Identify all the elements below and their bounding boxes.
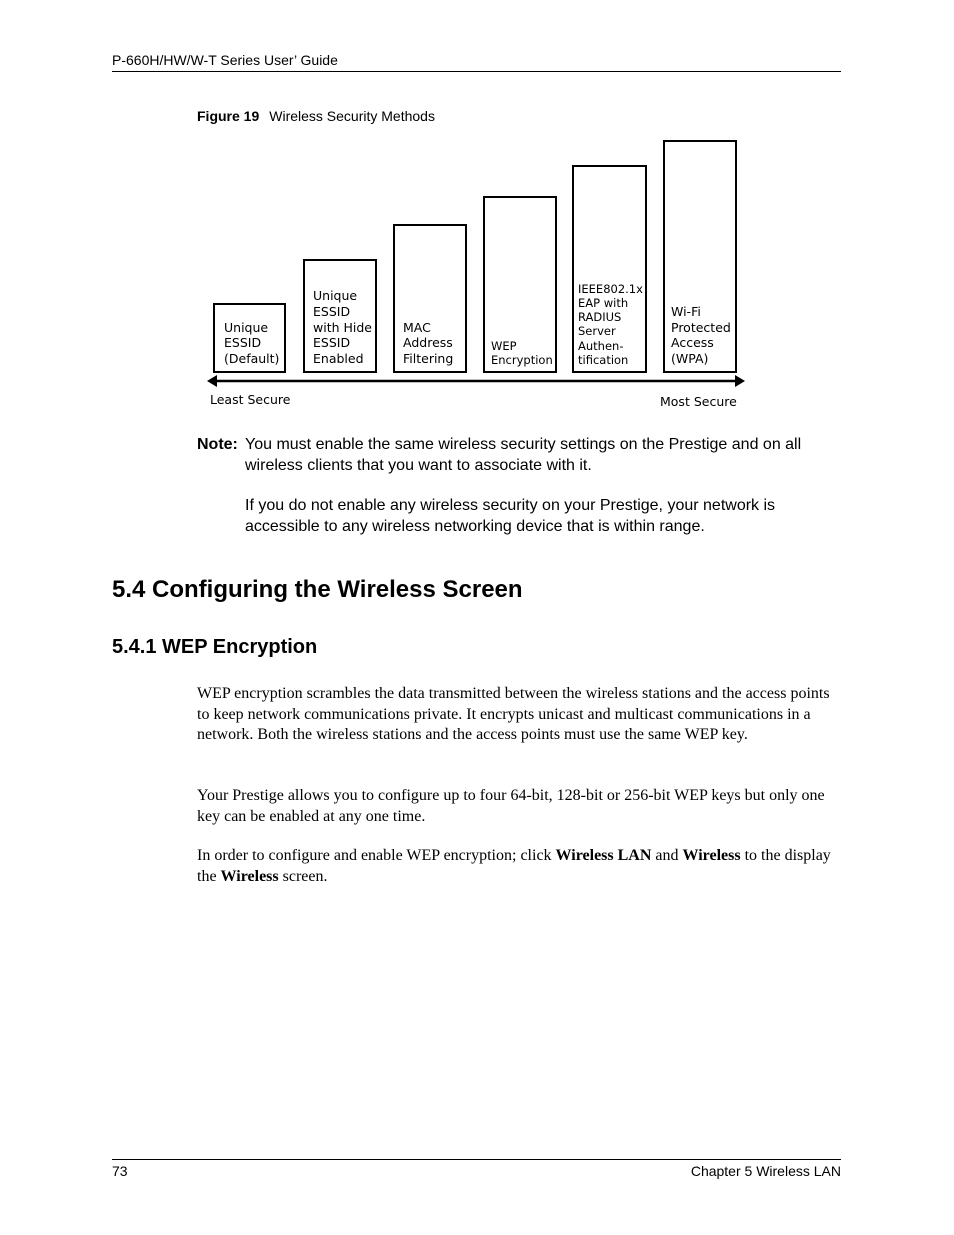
chapter-title: Chapter 5 Wireless LAN <box>690 1163 841 1179</box>
method-label: Unique ESSID (Default) <box>224 319 280 367</box>
running-header: P-660H/HW/W-T Series User’ Guide <box>112 52 338 68</box>
method-box-mac-filtering <box>393 224 467 373</box>
paragraph-3-text: and <box>651 847 683 864</box>
paragraph-2: Your Prestige allows you to configure up to four 64-bit, 128-bit or 256-bit WEP keys but only one key can be enabled at any one time. <box>197 787 825 825</box>
method-box-wpa <box>663 140 737 373</box>
wireless-screen-term: Wireless <box>220 867 279 885</box>
method-box-hidden-essid <box>303 259 377 373</box>
note-block <box>197 435 847 474</box>
wireless-term: Wireless <box>682 847 741 864</box>
figure-caption <box>197 108 435 124</box>
figure-title: Wireless Security Methods <box>269 108 435 124</box>
header-rule <box>112 71 841 72</box>
method-box-wep <box>483 196 557 373</box>
method-box-unique-essid <box>213 303 286 373</box>
note-text: You must enable the same wireless security settings on the Prestige and on all wireless clients that you want to associate with it. <box>245 436 802 474</box>
paragraph-3-text: screen. <box>278 867 328 885</box>
note-label: Note: <box>197 436 238 453</box>
method-label: Unique ESSID with Hide ESSID Enabled <box>313 288 372 367</box>
paragraph-1: WEP encryption scrambles the data transmitted between the wireless stations and the access points to keep network communications private. It encrypts unicast and multicast communications in a network. Both the wireless stations and the access points must use the same WEP key. <box>197 685 830 743</box>
method-box-8021x <box>572 165 647 373</box>
most-secure-label: Most Secure <box>660 394 737 409</box>
security-methods-diagram <box>205 135 750 415</box>
section-heading: 5.4 Configuring the Wireless Screen <box>112 576 523 603</box>
security-scale-arrow <box>205 373 750 389</box>
method-label: IEEE802.1x EAP with RADIUS Server Authen- tification <box>578 281 643 367</box>
page-number: 73 <box>112 1163 128 1179</box>
least-secure-label: Least Secure <box>210 392 291 407</box>
method-label: MAC Address Filtering <box>403 319 454 367</box>
footer-rule <box>112 1159 841 1160</box>
method-label: Wi-Fi Protected Access (WPA) <box>671 303 731 367</box>
method-label: WEP Encryption <box>491 338 553 367</box>
subsection-heading: 5.4.1 WEP Encryption <box>112 636 318 658</box>
note-text-2: If you do not enable any wireless security on your Prestige, your network is accessible to any wireless networking device that is within range. <box>245 497 776 535</box>
paragraph-3-text: In order to configure and enable WEP encryption; click <box>197 847 556 864</box>
wireless-lan-term: Wireless LAN <box>555 847 652 864</box>
figure-number: Figure 19 <box>197 108 260 124</box>
paragraph-3 <box>197 846 842 887</box>
paragraph-3-text: to the display the <box>197 847 831 885</box>
